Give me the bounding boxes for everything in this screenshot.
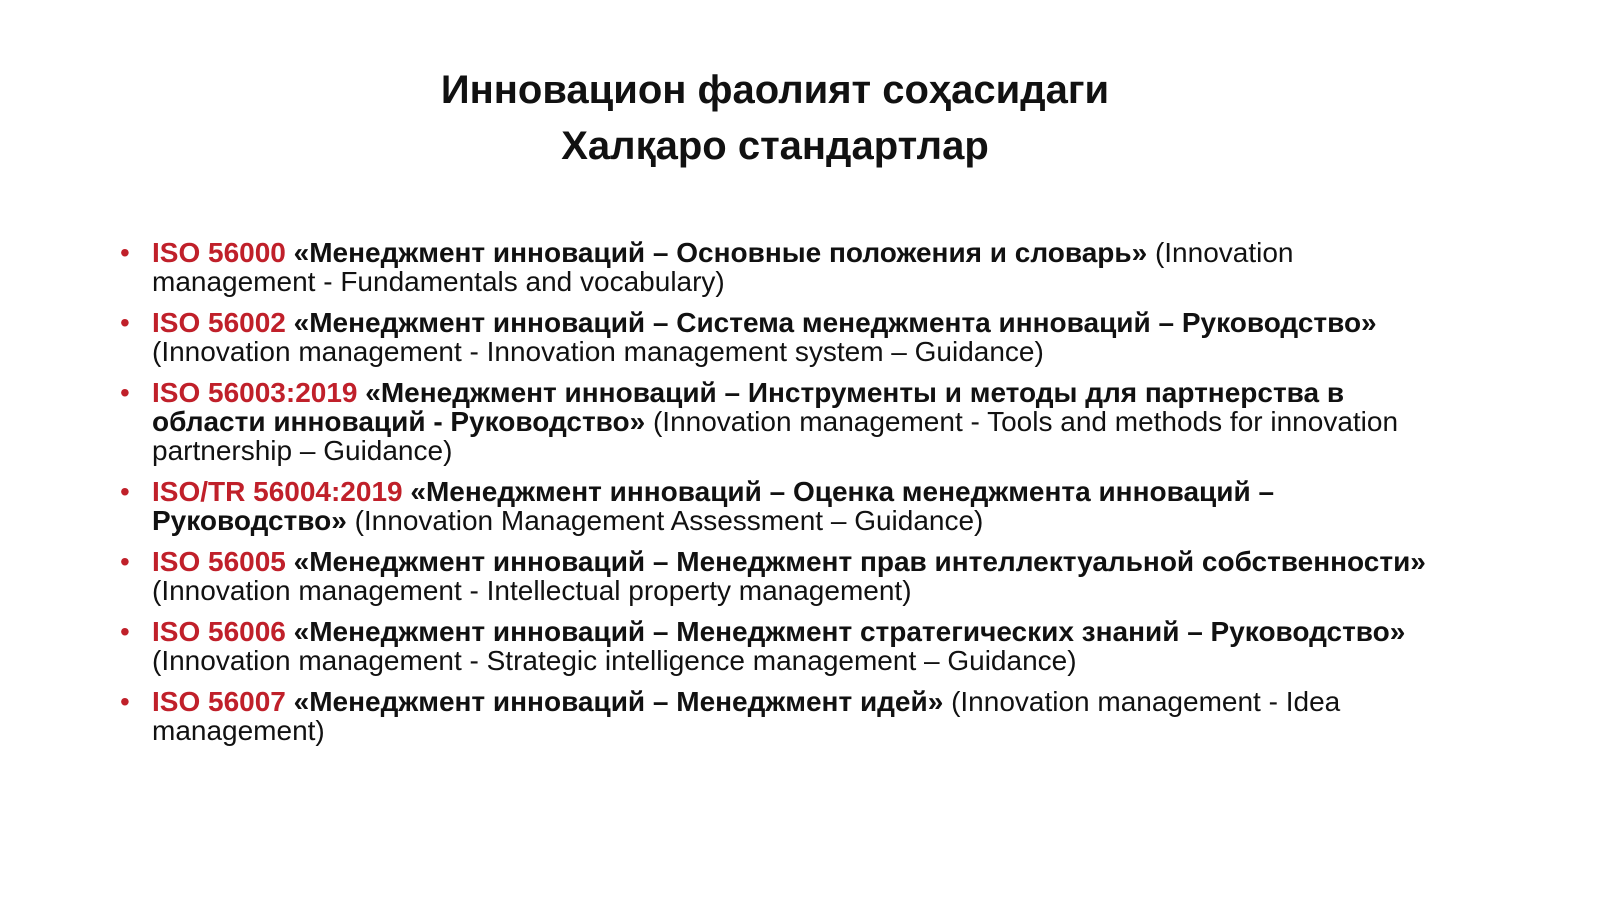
list-item-iso-56003: [120, 378, 1460, 465]
standard-title-ru: «Менеджмент инноваций – Основные положения и словарь»: [293, 237, 1148, 268]
list-item-iso-56007: [120, 687, 1460, 745]
standards-list: [120, 238, 1460, 757]
standard-code: ISO 56006: [152, 616, 286, 647]
list-item-iso-56002: [120, 308, 1460, 366]
list-item-iso-tr-56004: [120, 477, 1460, 535]
list-item-iso-56006: [120, 617, 1460, 675]
list-item-iso-56005: [120, 547, 1460, 605]
standard-title-en: (Innovation management - Innovation management system – Guidance): [152, 336, 1044, 367]
standard-code: ISO 56000: [152, 237, 286, 268]
title-line-1: Инновацион фаолият соҳасидаги: [440, 68, 1110, 112]
bullet-icon: •: [120, 686, 130, 717]
bullet-icon: •: [120, 476, 130, 507]
list-item-iso-56000: [120, 238, 1460, 296]
bullet-icon: •: [120, 237, 130, 268]
standard-code: ISO 56005: [152, 546, 286, 577]
standard-code: ISO 56007: [152, 686, 286, 717]
standard-title-en: (Innovation Management Assessment – Guidance): [354, 505, 984, 536]
standard-title-en: (Innovation management - Fundamentals and vocabulary): [152, 237, 1294, 297]
standard-title-ru: «Менеджмент инноваций – Менеджмент идей»: [293, 686, 944, 717]
standard-title-en: (Innovation management - Intellectual property management): [152, 575, 912, 606]
bullet-icon: •: [120, 307, 130, 338]
standard-title-en: (Innovation management - Strategic intelligence management – Guidance): [152, 645, 1077, 676]
standard-title-ru: «Менеджмент инноваций – Менеджмент стратегических знаний – Руководство»: [293, 616, 1406, 647]
standard-title-ru: «Менеджмент инноваций – Менеджмент прав интеллектуальной собственности»: [293, 546, 1426, 577]
bullet-icon: •: [120, 546, 130, 577]
slide-title: [0, 62, 1550, 174]
standard-code: ISO 56002: [152, 307, 286, 338]
standard-code: ISO 56003:2019: [152, 377, 358, 408]
standard-title-ru: «Менеджмент инноваций – Система менеджмента инноваций – Руководство»: [293, 307, 1377, 338]
bullet-icon: •: [120, 377, 130, 408]
title-line-2: Халқаро стандартлар: [561, 124, 989, 168]
standard-title-ru: «Менеджмент инноваций – Оценка менеджмента инноваций – Руководство»: [152, 476, 1275, 536]
standard-title-ru: «Менеджмент инноваций – Инструменты и методы для партнерства в области инноваций - Руководство»: [152, 377, 1345, 437]
standard-title-en: (Innovation management - Idea management): [152, 686, 1341, 746]
standard-title-en: (Innovation management - Tools and methods for innovation partnership – Guidance): [152, 406, 1399, 466]
bullet-icon: •: [120, 616, 130, 647]
standard-code: ISO/TR 56004:2019: [152, 476, 403, 507]
